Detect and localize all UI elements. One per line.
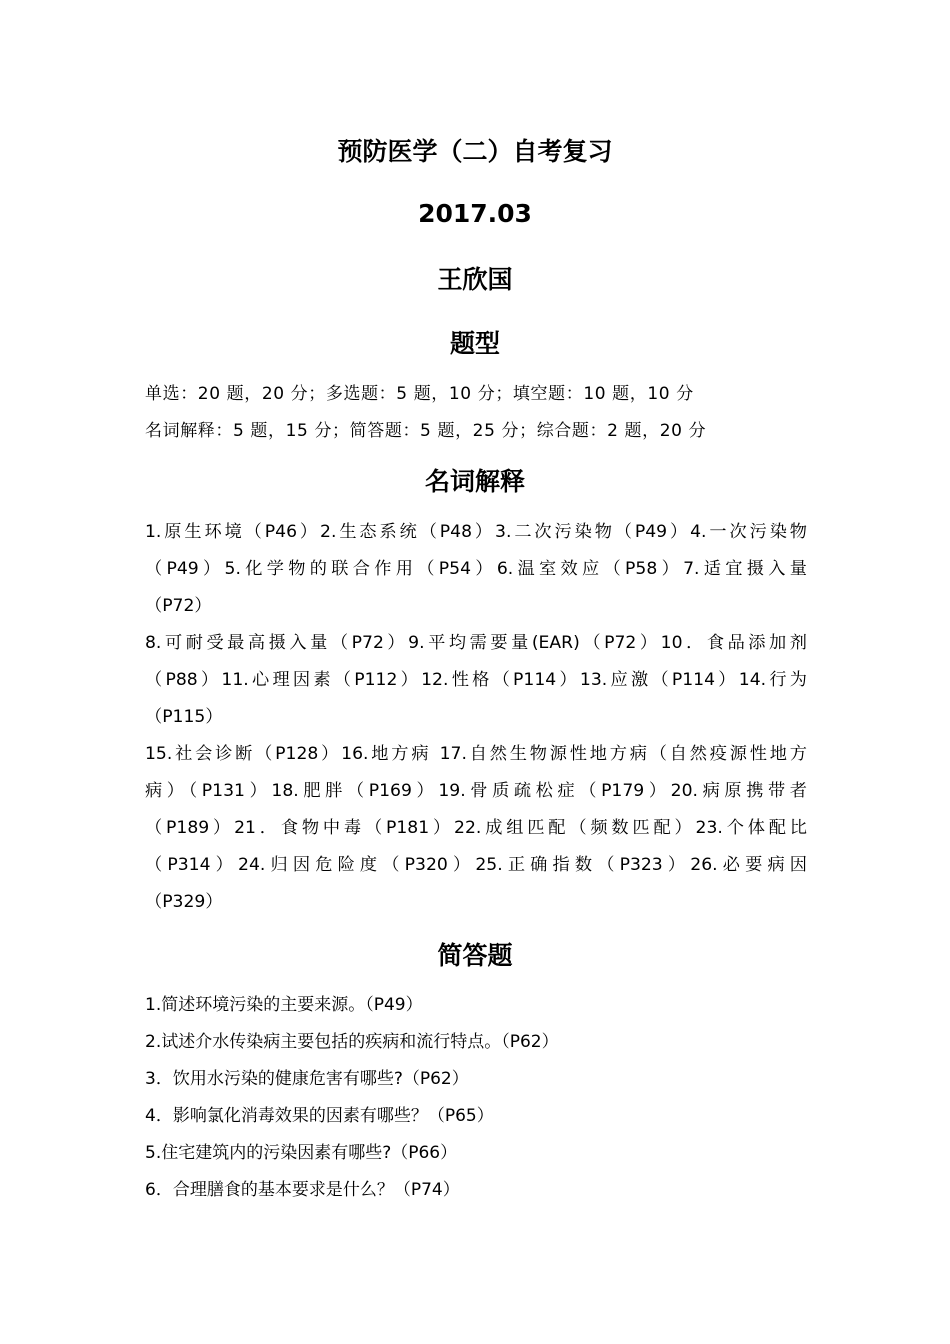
document-title: 预防医学（二）自考复习 xyxy=(337,137,613,166)
term-definitions-line: 病）（P131）18.肥胖（P169）19.骨质疏松症（P179）20.病原携带者 xyxy=(145,781,807,801)
term-definitions-line: （P115） xyxy=(145,707,223,727)
term-definitions-section xyxy=(145,514,807,921)
question-types-line: 名词解释：5 题，15 分；简答题：5 题，25 分；综合题：2 题，20 分 xyxy=(145,421,707,441)
short-answer-question: 3．饮用水污染的健康危害有哪些?（P62） xyxy=(145,1069,469,1089)
section-heading-question-types: 题型 xyxy=(449,329,500,358)
term-definitions-line: （P189）21．食物中毒（P181）22.成组匹配（频数匹配）23.个体配比 xyxy=(145,818,807,838)
document-author: 王欣国 xyxy=(437,265,513,294)
term-definitions-line: 15.社会诊断（P128）16.地方病 17.自然生物源性地方病（自然疫源性地方 xyxy=(145,744,807,764)
short-answer-question: 5.住宅建筑内的污染因素有哪些?（P66） xyxy=(145,1143,458,1163)
term-definitions-line: 8.可耐受最高摄入量（P72）9.平均需要量(EAR)（P72）10．食品添加剂 xyxy=(145,633,807,653)
term-definitions-line: （P329） xyxy=(145,892,223,912)
term-definitions-line: （P314）24.归因危险度（P320）25.正确指数（P323）26.必要病因 xyxy=(145,855,807,875)
term-definitions-line: （P49）5.化学物的联合作用（P54）6.温室效应（P58）7.适宜摄入量 xyxy=(145,559,807,579)
short-answer-question: 1.简述环境污染的主要来源。（P49） xyxy=(145,995,423,1015)
term-definitions-line: （P72） xyxy=(145,596,212,616)
term-definitions-line: 1.原生环境（P46）2.生态系统（P48）3.二次污染物（P49）4.一次污染物 xyxy=(145,522,807,542)
short-answer-question: 4．影响氯化消毒效果的因素有哪些？（P65） xyxy=(145,1106,494,1126)
section-heading-term-definitions: 名词解释 xyxy=(424,467,525,496)
short-answer-question: 2.试述介水传染病主要包括的疾病和流行特点。（P62） xyxy=(145,1032,559,1052)
question-types-section xyxy=(145,376,807,450)
section-heading-short-answers: 简答题 xyxy=(437,941,513,970)
short-answers-section xyxy=(145,987,807,1209)
term-definitions-line: （P88）11.心理因素（P112）12.性格（P114）13.应激（P114）14.行为 xyxy=(145,670,807,690)
document-date: 2017.03 xyxy=(418,199,532,228)
question-types-line: 单选：20 题，20 分；多选题：5 题，10 分；填空题：10 题，10 分 xyxy=(145,384,694,404)
short-answer-question: 6．合理膳食的基本要求是什么？（P74） xyxy=(145,1180,460,1200)
